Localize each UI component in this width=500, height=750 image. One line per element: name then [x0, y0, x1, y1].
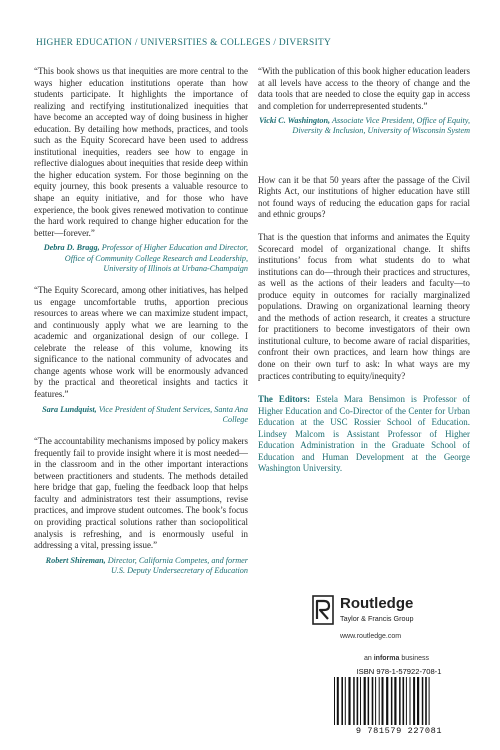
barcode-bar [334, 677, 335, 725]
editors-label: The Editors: [258, 394, 311, 405]
informa-word: informa [373, 655, 400, 662]
barcode-bar [417, 677, 419, 725]
editors-text: Estela Mara Bensimon is Professor of Higher Education and Co-Director of the Center for Urban Education at the USC Rossier School of Education. Lindsey Malcom is Assistant Professor of Higher Education Administration in the Graduate School of Education and Human Development at the George Washington University. [258, 394, 471, 474]
subject-categories: HIGHER EDUCATION / UNIVERSITIES & COLLEGES / DIVERSITY [36, 38, 332, 48]
blurb-quote-shireman: “The accountability mechanisms imposed by policy makers frequently fail to provide insight where it is most needed—in the classroom and in the other important interactions between practitioners and students. The methods detailed here bridge that gap, fueling the feedback loop that helps faculty and administrators test their assumptions, revise practices, and improve student outcomes. The book’s focus on providing practical solutions rather than sociopolitical analysis is refreshing, and is enormously useful in addressing a vital, pressing issue.” [34, 436, 248, 551]
barcode-bar [425, 677, 427, 725]
attribution-title: Associate Vice President, Office of Equity, Diversity & Inclusion, University of Wisconsin System [292, 116, 470, 136]
barcode-bar [364, 677, 366, 725]
intro-question: How can it be that 50 years after the passage of the Civil Rights Act, our institutions of higher education have still not found ways of reducing the education gaps for racial and ethnic groups? [258, 174, 470, 220]
barcode-bar [391, 677, 393, 725]
editors-bio [258, 394, 470, 475]
blurb-attribution-shireman [34, 556, 248, 577]
barcode-bar [337, 677, 339, 725]
barcode-bar [345, 677, 346, 725]
blurb-attribution-lundquist [34, 405, 248, 426]
right-column [258, 66, 470, 475]
attribution-title: Vice President of Student Services, Santa Ana College [98, 404, 248, 424]
barcode-bar [360, 677, 361, 725]
attribution-name: Debra D. Bragg, [43, 243, 100, 253]
publisher-name: Routledge [340, 595, 414, 612]
attribution-title: Professor of Higher Education and Director, Office of Community College Research and Leadership, University of Illinois at Urbana-Champaign [64, 243, 248, 273]
publisher-group: Taylor & Francis Group [340, 614, 414, 623]
attribution-name: Robert Shireman, [45, 555, 106, 565]
barcode-bar [394, 677, 396, 725]
blurb-attribution-washington [258, 116, 470, 137]
routledge-logo [312, 595, 432, 631]
barcode-bars [332, 677, 466, 725]
blurb-quote-bragg: “This book shows us that inequities are more central to the ways higher education institutions operate than how students participate. It highlights the importance of realizing and rectifying institutionalized inequities that have become an accepted way of doing business in higher education. By detailing how methods, practices, and tools such as the Equity Scorecard have been used to address institutional inequities, readers see how to engage in reflective dialogues about inequities that reside deep within the higher education system. For those beginning on the equity journey, this book presents a valuable resource to shape an equity initiative, and for those who have experience, the book gives renewed motivation to continue the hard work required to change higher education for the better—forever.” [34, 66, 248, 238]
barcode-bar [422, 677, 424, 725]
informa-business [364, 655, 429, 662]
attribution-name: Sara Lundquist, [42, 404, 97, 414]
publisher-url: www.routledge.com [340, 633, 402, 640]
barcode-bar [379, 677, 380, 725]
barcode-bar [399, 677, 401, 725]
blurb-quote-washington: “With the publication of this book higher education leaders at all levels have access to the theory of change and the data tools that are needed to close the equity gap in access and completion for underrepresented students.” [258, 66, 470, 111]
isbn-label: ISBN 978-1-57922-708-1 [356, 667, 442, 676]
barcode-bar [375, 677, 376, 725]
informa-prefix: an [364, 655, 374, 662]
barcode-bar [386, 677, 388, 725]
barcode-bar [368, 677, 370, 725]
barcode-bar [413, 677, 415, 725]
blurb-quote-lundquist: “The Equity Scorecard, among other initiatives, has helped us engage uncomfortable truths, apportion precious resources to areas where we can maximize student impact, and continuously apply what we are learning to the academic and organizational design of our college. I celebrate the release of this volume, knowing its significance to the national community of advocates and change agents whose work will be enormously advanced by the practical and theoretical insights and tactics it features.” [34, 285, 248, 400]
barcode-bar [403, 677, 405, 725]
blurb-attribution-bragg [34, 243, 248, 274]
barcode-bar [372, 677, 374, 725]
book-description: That is the question that informs and animates the Equity Scorecard model of organizational change. It shifts institutions’ focus from what students do to what institutions can do—through their practices and structures, as well as the actions of their leaders and faculty—to produce equity in outcomes for racially marginalized populations. Drawing on organizational learning theory and the methods of action research, it creates a structure for practitioners to become investigators of their own institutional culture, to become aware of racial disparities, confront their own practices, and learn how things are done on their own turf to ask: In what ways are my practices contributing to equity/inequity? [258, 231, 470, 381]
attribution-name: Vicki C. Washington, [258, 116, 331, 126]
barcode-bar [429, 677, 430, 725]
barcode-bar [348, 677, 350, 725]
barcode-digits: 9 781579 227081 [355, 726, 443, 736]
barcode-bar [406, 677, 407, 725]
attribution-title: Director, California Competes, and former U.S. Deputy Undersecretary of Education [107, 555, 248, 575]
barcode-bar [357, 677, 359, 725]
left-column [34, 66, 248, 576]
barcode-bar [353, 677, 355, 725]
barcode-bar [410, 677, 411, 725]
isbn-barcode [326, 667, 472, 739]
routledge-logo-icon [312, 595, 334, 625]
barcode-bar [341, 677, 343, 725]
barcode-bar [382, 677, 384, 725]
informa-suffix: business [399, 655, 429, 662]
